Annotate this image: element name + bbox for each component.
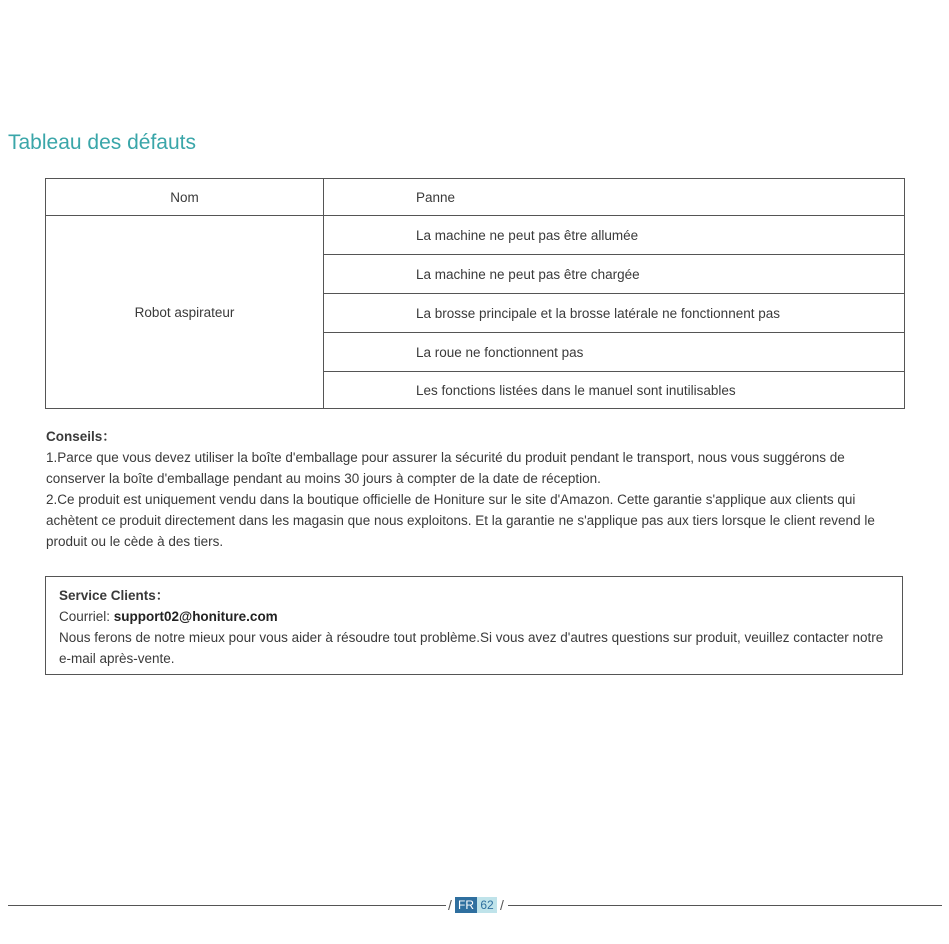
- support-email-link[interactable]: support02@honiture.com: [113, 609, 278, 624]
- service-box: [45, 576, 903, 675]
- language-label: FR: [455, 897, 477, 913]
- tips-title: Conseils：: [46, 429, 116, 444]
- product-name-cell: Robot aspirateur: [46, 216, 324, 409]
- fault-cell: La roue ne fonctionnent pas: [324, 333, 905, 372]
- email-label: Courriel:: [59, 609, 114, 624]
- header-panne: Panne: [324, 179, 905, 216]
- fault-cell: La brosse principale et la brosse latérale ne fonctionnent pas: [324, 294, 905, 333]
- tips-section: [46, 426, 896, 552]
- tip-item: 2.Ce produit est uniquement vendu dans la boutique officielle de Honiture sur le site d'Amazon. Cette garantie s'applique aux clients qui achètent ce produit directement dans les magasin que nous exploitons. Et la garantie ne s'applique pas aux tiers lorsque le client revend le produit ou le cède à des tiers.: [46, 492, 875, 549]
- table-row: [46, 216, 905, 255]
- fault-cell: La machine ne peut pas être allumée: [324, 216, 905, 255]
- section-title: Tableau des défauts: [8, 131, 196, 154]
- faults-table: [45, 178, 905, 409]
- slash-right-icon: /: [500, 897, 504, 913]
- slash-left-icon: /: [448, 897, 452, 913]
- header-nom: Nom: [46, 179, 324, 216]
- table-header-row: [46, 179, 905, 216]
- tip-item: 1.Parce que vous devez utiliser la boîte d'emballage pour assurer la sécurité du produit pendant le transport, nous vous suggérons de conserver la boîte d'emballage pendant au moins 30 jours à compter de la date de réception.: [46, 450, 845, 486]
- fault-cell: Les fonctions listées dans le manuel sont inutilisables: [324, 372, 905, 409]
- service-text: Nous ferons de notre mieux pour vous aider à résoudre tout problème.Si vous avez d'autres questions sur produit, veuillez contacter notre e-mail après-vente.: [59, 630, 884, 666]
- fault-cell: La machine ne peut pas être chargée: [324, 255, 905, 294]
- footer-divider-right: [508, 905, 942, 906]
- page-badge: [446, 896, 508, 914]
- service-title: Service Clients：: [59, 588, 170, 603]
- footer-divider-left: [8, 905, 446, 906]
- page-number: 62: [477, 897, 497, 913]
- service-email-line: [59, 606, 889, 627]
